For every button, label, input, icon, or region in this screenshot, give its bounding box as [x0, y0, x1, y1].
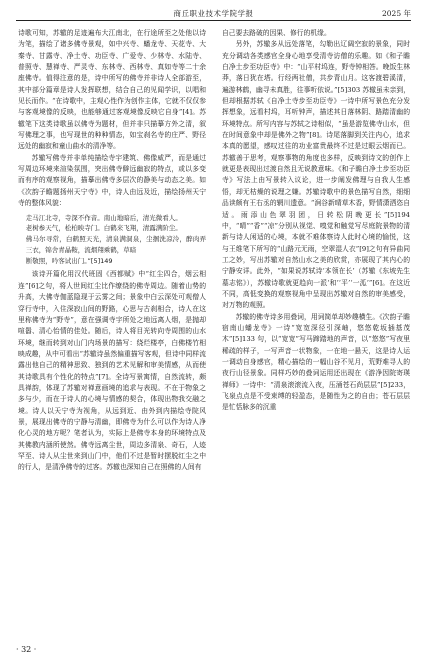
left-column [18, 28, 206, 636]
body-paragraph: 自己要去路破的因果、修行的机缘。 [222, 29, 331, 37]
journal-year: 2025 年 [382, 9, 411, 18]
body-paragraph: 诗歌可知，苏辙的足迹遍布大江南北，在行途所至之处他以诗为笔，描绘了诸多佛寺景观，如中兴寺、蟠龙寺、天花寺、大秦寺、甘露寺、净土寺、功臣寺、广爱寺、少林寺、水陆寺、普照寺、慧禅寺、严灵寺、东林寺、西林寺、真如寺等二十余座佛寺。值得注意的是，诗中所写的佛寺并非诗人全部游至，其中部分篇章是诗人发挥联想，结合自己的见闻学识，以唱和见长而作。“在诗歌中，主观心性作为创作主体，它就不仅仅参与客观境像的反映，也能够通过客观境像反映它自身”[4]。苏辙笔下这类诗歌虽以佛寺为题材，但并非只描摹方外之清，叙写佛理之事，也写现世的种种情态，如宝刹名寺的庄严、野径远处的幽寂和童山曲水的清净等。 [18, 29, 206, 151]
poem-quote [18, 213, 206, 267]
poem-line: 佛马尔寻常，白鹤照天光，清泉满洞泉，尘掴洗凉泠，醉肉弄三衣，锦舍青晶鞍，流烟翔乘鹤，草暗 [25, 235, 206, 254]
running-header [16, 4, 411, 21]
poem-line: 断敬照，吟客试出门。”[5]149 [25, 256, 113, 265]
body-paragraph: 苏辙写佛寺并非单纯描绘寺宇建筑、佛像威严，而是通过写周边环境来渲染氛围，突出佛寺僻远幽寂的特点，或以多变而有序的观察视角，描摹出佛寺多层次的静美与动态之美。如《次韵子瞻题扬州天宁寺》中，诗人由远及近，描绘扬州天宁寺的整体风貌： [18, 153, 206, 208]
poem-line: 走马江北寺，寺深不作音。南山地暗后，清光微看人。 [25, 213, 182, 222]
body-paragraph: 另外，苏辙多从远处落笔，勾勒出辽阔空寂的景象，同时充分调动各类感官全身心地享受清寺访僧的乐趣。如《和子瞻白净土步至功臣寺》中：“山平村坞连，野寺钟相答。晚饭生林莽，落日犹在塔。行经两社僧，共步青山月。这客渡碧溪清，遍游林鹤，幽寻未真胜，往事听依说。”[5]303 苏辙虽未亲到，但却根据苏轼《自净土寺步至功臣寺》一诗中所写景色充分发挥想象，远看村坞，耳听钟声，描述其日落林阴、路踏清幽的环境特点。所写内容与苏轼之诗相似，“虽是游览佛寺山水，但在时间意象中却是佛外之物”[8]。诗尾落脚到关注内心，追求本真的愿望，感叹过往的功业富贵最终不过是过眼云烟而已。苏辙善于思考，观察事物的角度也多样，反映到诗文的创作上就更是表现出过渡自然且无说教意味。《和子瞻白净土步至功臣寺》写法上由写景转入议论，进一步阐发佛理与自我人生感悟，却无枯燥的说理之嫌。苏辙诗歌中的景色描写自然，细细品读颇有王右丞的辋川遗意。“涧谷新晴草木香，野情潇洒恣自适。雨添山色翠羽团，日转松阴晚更长”[5]194 中，“晴”“香”“凉”分别从视觉、嗅觉和触觉写尽庭院景物的清新与诗人闲适的心境，本就不难体察诗人此时心境的愉悦，这与王维笔下所写的“山路元无雨，空翠湿人衣”[9]之句有异曲同工之妙，写出苏辙对自然山水之美的欣赏，亦展现了其内心的宁静安详。此外，“如果说苏轼诗‘本领在长’（苏辙《东坡先生墓志铭》），苏辙诗歌就更趋向一派‘和’‘平’‘一泒’”[6]。在这近不同，高低变换的观察视角中呈现出苏辙对自然的审美感受，对万物的观照。 [222, 40, 410, 310]
right-column [222, 28, 410, 636]
body-paragraph: 苏辙的佛寺诗多用叠词，用词简单却妙趣横生。《次韵子瞻宿南山蟠龙寺》一诗“宽宽深径引深岫，悠悠乾坂插基茂木”[5]133 句，以“宽宽”写马蹄踏地的声音，以“悠悠”写夜里稀疏的样子，一写声音一状物象，一在地一悬天，这是诗人运一调动自身感官，精心描绘的一幅山谷不见月，荒野难寻人的夜行山径景象。同样巧妙的叠词运用还出现在《游净因院寄瑛禅师》一诗中：“清泉滚滚流入夜，压涌苍石尚层层”[5]233，飞泉点点是不受束缚的轻盈态，是随性为之的自由；苍石层层是忙恬脉多的沉重 [222, 312, 410, 412]
poem-line: 老树参天气，松柏映寺门。白鹤来飞翔，清露满阶尘。 [25, 224, 182, 233]
journal-title: 商丘职业技术学院学报 [173, 9, 254, 18]
page-number: · 32 · [16, 645, 37, 654]
body-paragraph: 该诗开篇化用汉代班固《西都赋》中“红尘四合，烟云相连”[6]之句，将人世间红尘比作缭绕的佛寺周边。随着山势的升高，大佛寺伽蓝隐现于云雾之间；景象中白云深处可观僧人穿行寺中，入住深寂山间的野路，心思与古刹相合，诗人在这里称佛寺为“野寺”，意在强调寺宇所处之地远离人烟，是抛却喧嚣、清心怡情的佳处。随后，诗人将目光转向寺周围的山水环境，继而转到对山门内场景的描写：绕烂楼亭，白佛楼竹相映成趣，从中可看出“苏辙诗虽然偏重描写客观，但诗中同样流露出他自己的精神思致、独到的艺术见解和审美情感，从而使其诗歌具有个性化的特点”[7]。全诗写景寓情，自然流转，颇具禅韵，体现了苏辙对禅意画境的追求与表现。不在于物象之多与少，而在于诗人的心境与情感的契合，体现出物我交融之境。诗人以天宁寺为视角，从远到近、由外到内描绘寺院风景，展现出佛寺的宁静与清幽，即佛寺为什么可以作为诗人净化心灵的地方呢？笔者认为，实际上是佛寺本身的环境特点及其佛教内涵所使然。佛寺远离尘世，周边多清泉、奇石，人迹罕至、诗人从尘世来到山门中，他们不过是暂时摆脱红尘之中的行人，是清净佛寺的过客。苏辙也深知自己在照佛的人间有 [18, 270, 206, 472]
